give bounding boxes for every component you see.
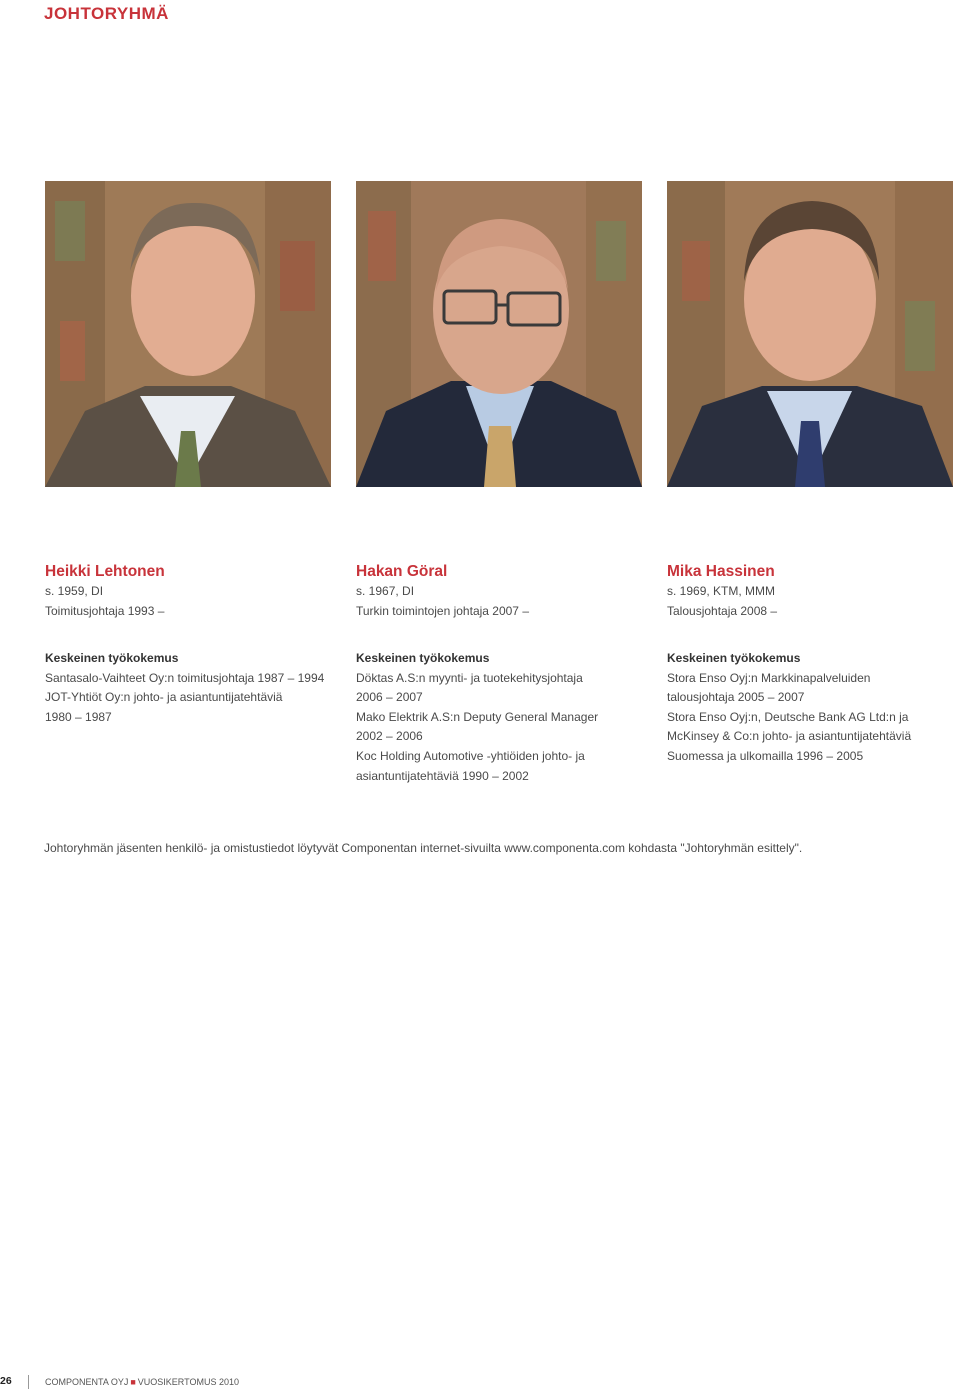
publication-name [45, 1374, 239, 1390]
person-birth-degree: s. 1959, DI [45, 584, 104, 598]
experience-line: asiantuntijatehtäviä 1990 – 2002 [356, 768, 529, 783]
portrait-photo-hakan-goral [356, 181, 642, 487]
publication-title: VUOSIKERTOMUS 2010 [137, 1377, 239, 1387]
person-card-mika-hassinen [667, 562, 957, 621]
experience-line: Suomessa ja ulkomailla 1996 – 2005 [667, 748, 864, 763]
experience-line: Santasalo-Vaihteet Oy:n toimitusjohtaja 1987 – 1994 [45, 670, 325, 685]
experience-line: talousjohtaja 2005 – 2007 [667, 690, 805, 705]
experience-line: 2002 – 2006 [356, 729, 423, 744]
experience-heading: Keskeinen työkokemus [667, 651, 801, 665]
person-role: Talousjohtaja 2008 – [667, 603, 778, 618]
experience-heading: Keskeinen työkokemus [45, 651, 179, 665]
experience-block-mika-hassinen [667, 649, 960, 767]
person-birth-degree: s. 1969, KTM, MMM [667, 584, 776, 598]
experience-line: 2006 – 2007 [356, 690, 423, 705]
experience-block-hakan-goral [356, 649, 656, 786]
experience-line: Koc Holding Automotive -yhtiöiden johto- ja [356, 748, 585, 763]
experience-block-heikki-lehtonen [45, 649, 345, 727]
experience-line: Stora Enso Oyj:n, Deutsche Bank AG Ltd:n ja [667, 709, 909, 724]
person-name: Mika Hassinen [667, 563, 775, 580]
experience-line: McKinsey & Co:n johto- ja asiantuntijatehtäviä [667, 729, 912, 744]
bullet-icon: ■ [130, 1377, 136, 1387]
person-card-hakan-goral [356, 562, 646, 621]
portrait-photo-mika-hassinen [667, 181, 953, 487]
person-birth-degree: s. 1967, DI [356, 584, 415, 598]
person-name: Heikki Lehtonen [45, 563, 165, 580]
experience-line: Mako Elektrik A.S:n Deputy General Manager [356, 709, 599, 724]
experience-line: 1980 – 1987 [45, 709, 112, 724]
person-role: Toimitusjohtaja 1993 – [45, 603, 165, 618]
page-number: 26 [0, 1375, 12, 1387]
page-title: JOHTORYHMÄ [44, 4, 169, 23]
publication-company: COMPONENTA OYJ [45, 1377, 129, 1387]
portrait-photo-heikki-lehtonen [45, 181, 331, 487]
experience-line: Stora Enso Oyj:n Markkinapalveluiden [667, 670, 871, 685]
footnote-text: Johtoryhmän jäsenten henkilö- ja omistustiedot löytyvät Componentan internet-sivuilta www.componenta.com kohdasta "Johtoryhmän esittely". [44, 841, 803, 855]
person-name: Hakan Göral [356, 563, 448, 580]
experience-line: JOT-Yhtiöt Oy:n johto- ja asiantuntijatehtäviä [45, 690, 283, 705]
person-role: Turkin toimintojen johtaja 2007 – [356, 603, 529, 618]
person-card-heikki-lehtonen [45, 562, 335, 621]
experience-line: Döktas A.S:n myynti- ja tuotekehitysjohtaja [356, 670, 583, 685]
experience-heading: Keskeinen työkokemus [356, 651, 490, 665]
